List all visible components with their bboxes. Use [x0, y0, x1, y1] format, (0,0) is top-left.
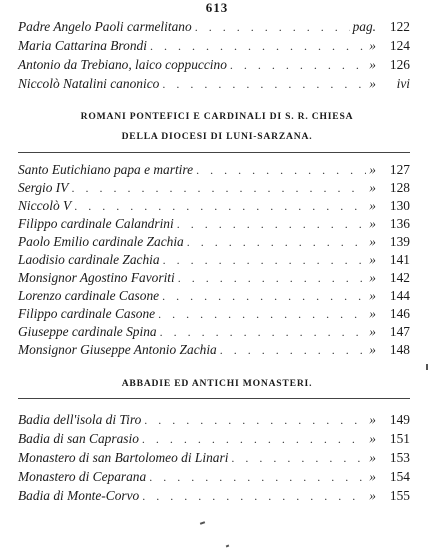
entry-ref: » — [369, 234, 376, 249]
section-heading: ABBADIE ED ANTICHI MONASTERI. — [121, 378, 313, 389]
entry-ref: pag. — [352, 19, 376, 34]
section-heading: DELLA DIOCESI DI LUNI-SARZANA. — [121, 131, 313, 142]
entry-title: Badia dell'isola di Tiro — [18, 412, 142, 427]
entry-ref: » — [369, 162, 376, 177]
dot-leader — [142, 489, 366, 504]
entry-ref: » — [369, 306, 376, 321]
toc-entry — [18, 234, 410, 252]
entry-page: 148 — [389, 342, 410, 357]
dot-leader — [187, 235, 367, 250]
ink-speck — [426, 364, 428, 370]
entry-ref: » — [369, 412, 376, 427]
section-heading: ROMANI PONTEFICI E CARDINALI DI S. R. CHIESA — [80, 111, 354, 122]
entry-page: 153 — [389, 450, 410, 465]
toc-entry — [18, 252, 410, 270]
entry-title: Monastero di san Bartolomeo di Linari — [18, 450, 229, 465]
entry-title: Padre Angelo Paoli carmelitano — [18, 19, 192, 34]
dot-leader — [142, 432, 366, 447]
entry-title: Maria Cattarina Brondi — [18, 38, 147, 53]
entry-page: 139 — [389, 234, 410, 249]
entry-ref: » — [369, 252, 376, 267]
toc-entry — [18, 38, 410, 56]
dot-leader — [162, 289, 366, 304]
section-divider — [18, 398, 410, 399]
dot-leader — [158, 307, 366, 322]
entry-page: 130 — [389, 198, 410, 213]
dot-leader — [231, 451, 366, 466]
toc-entry — [18, 198, 410, 216]
dot-leader — [230, 58, 366, 73]
toc-entry — [18, 180, 410, 198]
dot-leader — [71, 181, 366, 196]
ink-speck — [200, 521, 205, 525]
entry-page: 144 — [389, 288, 410, 303]
entry-title: Monsignor Agostino Favoriti — [18, 270, 175, 285]
toc-entry — [18, 412, 410, 430]
toc-entry — [18, 342, 410, 360]
entry-page: 154 — [389, 469, 410, 484]
dot-leader — [177, 217, 367, 232]
entry-title: Badia di Monte-Corvo — [18, 488, 140, 503]
entry-ref: » — [369, 431, 376, 446]
page-number: 613 — [205, 0, 229, 15]
entry-title: Niccolò V — [18, 198, 72, 213]
toc-entry — [18, 469, 410, 487]
entry-title: Laodisio cardinale Zachia — [18, 252, 160, 267]
toc-entry — [18, 162, 410, 180]
entry-page: 141 — [389, 252, 410, 267]
entry-page: 142 — [389, 270, 410, 285]
entry-title: Monastero di Ceparana — [18, 469, 147, 484]
toc-entry — [18, 306, 410, 324]
dot-leader — [160, 325, 367, 340]
dot-leader — [196, 163, 366, 178]
entry-ref: » — [369, 450, 376, 465]
entry-ref: » — [369, 216, 376, 231]
entry-page: ivi — [396, 76, 410, 91]
toc-entry — [18, 57, 410, 75]
entry-page: 128 — [389, 180, 410, 195]
dot-leader — [162, 77, 366, 92]
dot-leader — [195, 20, 350, 35]
dot-leader — [178, 271, 367, 286]
entry-title: Filippo cardinale Calandrini — [18, 216, 174, 231]
entry-ref: » — [369, 342, 376, 357]
entry-title: Lorenzo cardinale Casone — [18, 288, 160, 303]
toc-entry — [18, 288, 410, 306]
toc-entry — [18, 431, 410, 449]
entry-title: Santo Eutichiano papa e martire — [18, 162, 194, 177]
dot-leader — [150, 39, 366, 54]
toc-entry — [18, 324, 410, 342]
dot-leader — [163, 253, 367, 268]
entry-page: 149 — [389, 412, 410, 427]
entry-page: 147 — [389, 324, 410, 339]
entry-title: Antonio da Trebiano, laico coppuccino — [18, 57, 227, 72]
entry-page: 124 — [389, 38, 410, 53]
entry-page: 127 — [389, 162, 410, 177]
entry-ref: » — [369, 180, 376, 195]
entry-ref: » — [369, 324, 376, 339]
entry-title: Monsignor Giuseppe Antonio Zachia — [18, 342, 217, 357]
entry-ref: » — [369, 469, 376, 484]
entry-ref: » — [369, 270, 376, 285]
entry-ref: » — [369, 198, 376, 213]
toc-entry — [18, 270, 410, 288]
entry-page: 136 — [389, 216, 410, 231]
entry-title: Sergio IV — [18, 180, 69, 195]
dot-leader — [144, 413, 366, 428]
entry-title: Niccolò Natalini canonico — [18, 76, 160, 91]
entry-page: 122 — [389, 19, 410, 34]
entry-ref: » — [369, 488, 376, 503]
section-divider — [18, 152, 410, 153]
entry-title: Badia di san Caprasio — [18, 431, 139, 446]
entry-title: Giuseppe cardinale Spina — [18, 324, 157, 339]
toc-entry — [18, 19, 410, 37]
entry-title: Filippo cardinale Casone — [18, 306, 156, 321]
toc-entry — [18, 216, 410, 234]
ink-speck — [226, 545, 230, 548]
dot-leader — [74, 199, 366, 214]
dot-leader — [220, 343, 367, 358]
entry-ref: » — [369, 57, 376, 72]
entry-ref: » — [369, 38, 376, 53]
entry-ref: » — [369, 76, 376, 91]
dot-leader — [149, 470, 366, 485]
entry-page: 151 — [389, 431, 410, 446]
entry-page: 155 — [389, 488, 410, 503]
toc-entry — [18, 488, 410, 506]
toc-entry — [18, 450, 410, 468]
entry-ref: » — [369, 288, 376, 303]
toc-entry — [18, 76, 410, 94]
entry-title: Paolo Emilio cardinale Zachia — [18, 234, 184, 249]
entry-page: 126 — [389, 57, 410, 72]
entry-page: 146 — [389, 306, 410, 321]
